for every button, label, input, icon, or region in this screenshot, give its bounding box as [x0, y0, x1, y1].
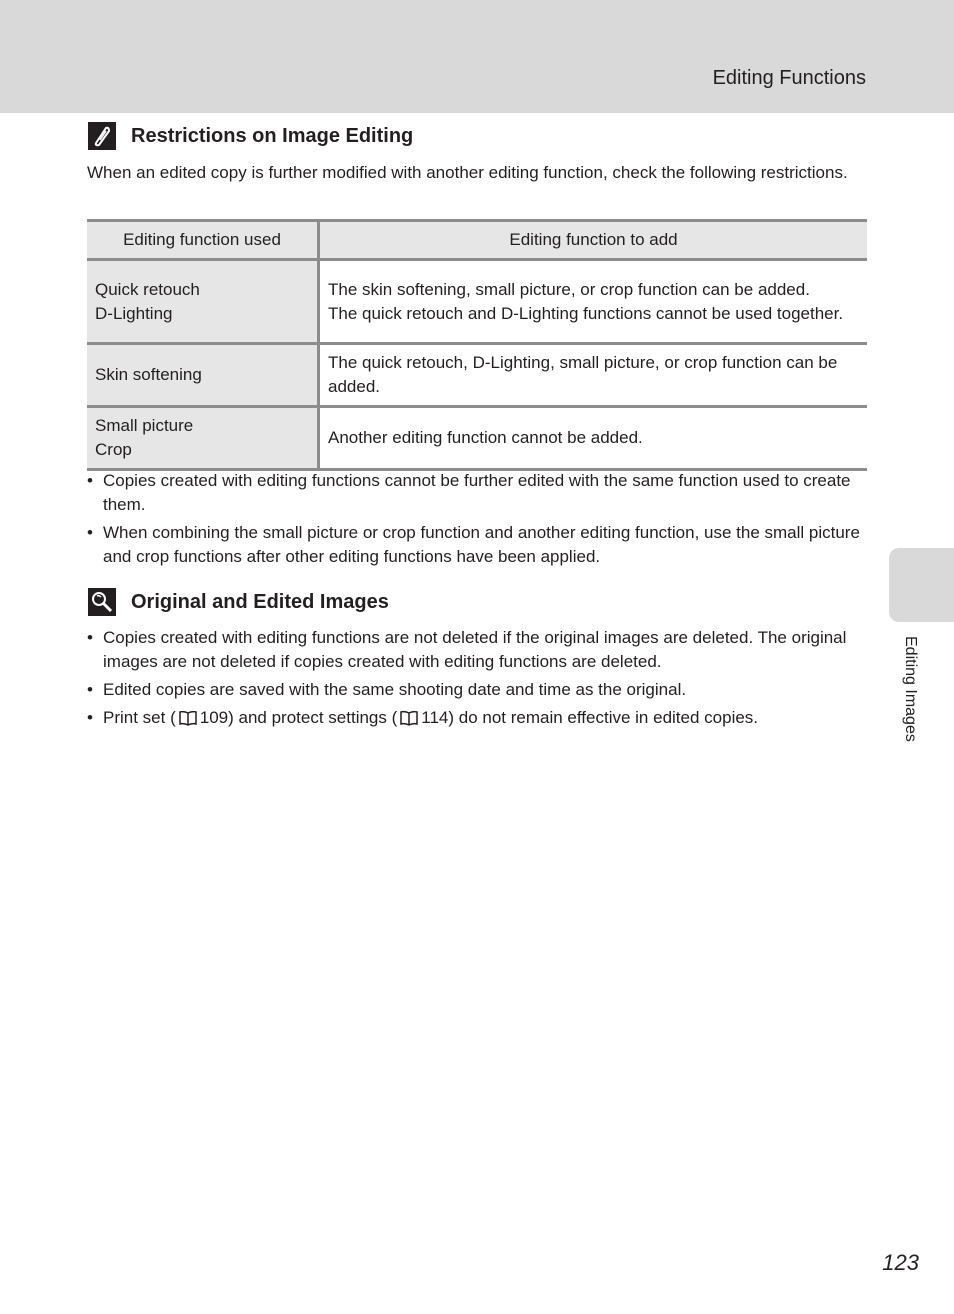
used-line: Crop [95, 440, 132, 459]
add-cell [319, 260, 868, 344]
add-cell [319, 407, 868, 470]
restrictions-title: Restrictions on Image Editing [131, 124, 414, 147]
header-band [0, 0, 954, 113]
used-cell [87, 407, 319, 470]
bullet-text-part: Print set ( [103, 708, 176, 727]
used-line: Quick retouch [95, 279, 200, 299]
original-heading [88, 587, 389, 617]
used-line: Skin softening [95, 365, 202, 384]
page-reference: 114 [421, 708, 449, 727]
book-reference-icon [178, 709, 198, 733]
used-line: Small picture [95, 416, 194, 435]
magnifier-note-icon [88, 588, 116, 616]
table-row [87, 344, 867, 407]
restrictions-intro: When an edited copy is further modified with another editing function, check the following restrictions. [87, 163, 848, 182]
bullet-dot: • [87, 523, 93, 542]
used-line: D-Lighting [95, 303, 173, 323]
side-tab [889, 548, 954, 622]
bullet-dot: • [87, 471, 93, 490]
bullet-dot: • [87, 708, 93, 727]
bullet-text: When combining the small picture or crop function and another editing function, use the small picture and crop functions after other editing functions have been applied. [103, 523, 860, 566]
list-item [87, 469, 867, 517]
restrictions-heading [88, 121, 413, 151]
table-row [87, 407, 867, 470]
book-reference-icon [399, 709, 419, 733]
list-item [87, 678, 867, 702]
add-line: Another editing function cannot be added. [328, 428, 643, 447]
list-item [87, 626, 867, 674]
list-item [87, 706, 867, 733]
restrictions-table [87, 219, 867, 471]
page-number: 123 [882, 1250, 919, 1275]
bullet-text: Copies created with editing functions are not deleted if the original images are deleted. The original images are not deleted if copies created with editing functions are deleted. [103, 628, 847, 671]
used-cell [87, 260, 319, 344]
side-tab-label: Editing Images [902, 636, 919, 742]
bullet-text: Copies created with editing functions cannot be further edited with the same function used to create them. [103, 471, 851, 514]
used-cell [87, 344, 319, 407]
col-header-add: Editing function to add [319, 221, 868, 260]
list-item [87, 521, 867, 569]
bullet-dot: • [87, 680, 93, 699]
pencil-note-icon [88, 122, 116, 150]
header-title: Editing Functions [712, 67, 866, 89]
add-line: The skin softening, small picture, or crop function can be added. [328, 279, 810, 299]
add-cell [319, 344, 868, 407]
bullet-dot: • [87, 628, 93, 647]
original-title: Original and Edited Images [131, 590, 389, 613]
bullet-text-part: ) do not remain effective in edited copies. [448, 708, 759, 727]
bullet-text: Edited copies are saved with the same shooting date and time as the original. [103, 680, 687, 699]
add-line: The quick retouch and D-Lighting functions cannot be used together. [328, 303, 844, 323]
col-header-used: Editing function used [87, 221, 319, 260]
restrictions-bullets [87, 469, 867, 573]
bullet-text-part: ) and protect settings ( [228, 708, 398, 727]
table-row [87, 260, 867, 344]
add-line: The quick retouch, D-Lighting, small picture, or crop function can be added. [328, 353, 838, 396]
page-reference: 109 [199, 708, 229, 727]
original-bullets [87, 626, 867, 737]
